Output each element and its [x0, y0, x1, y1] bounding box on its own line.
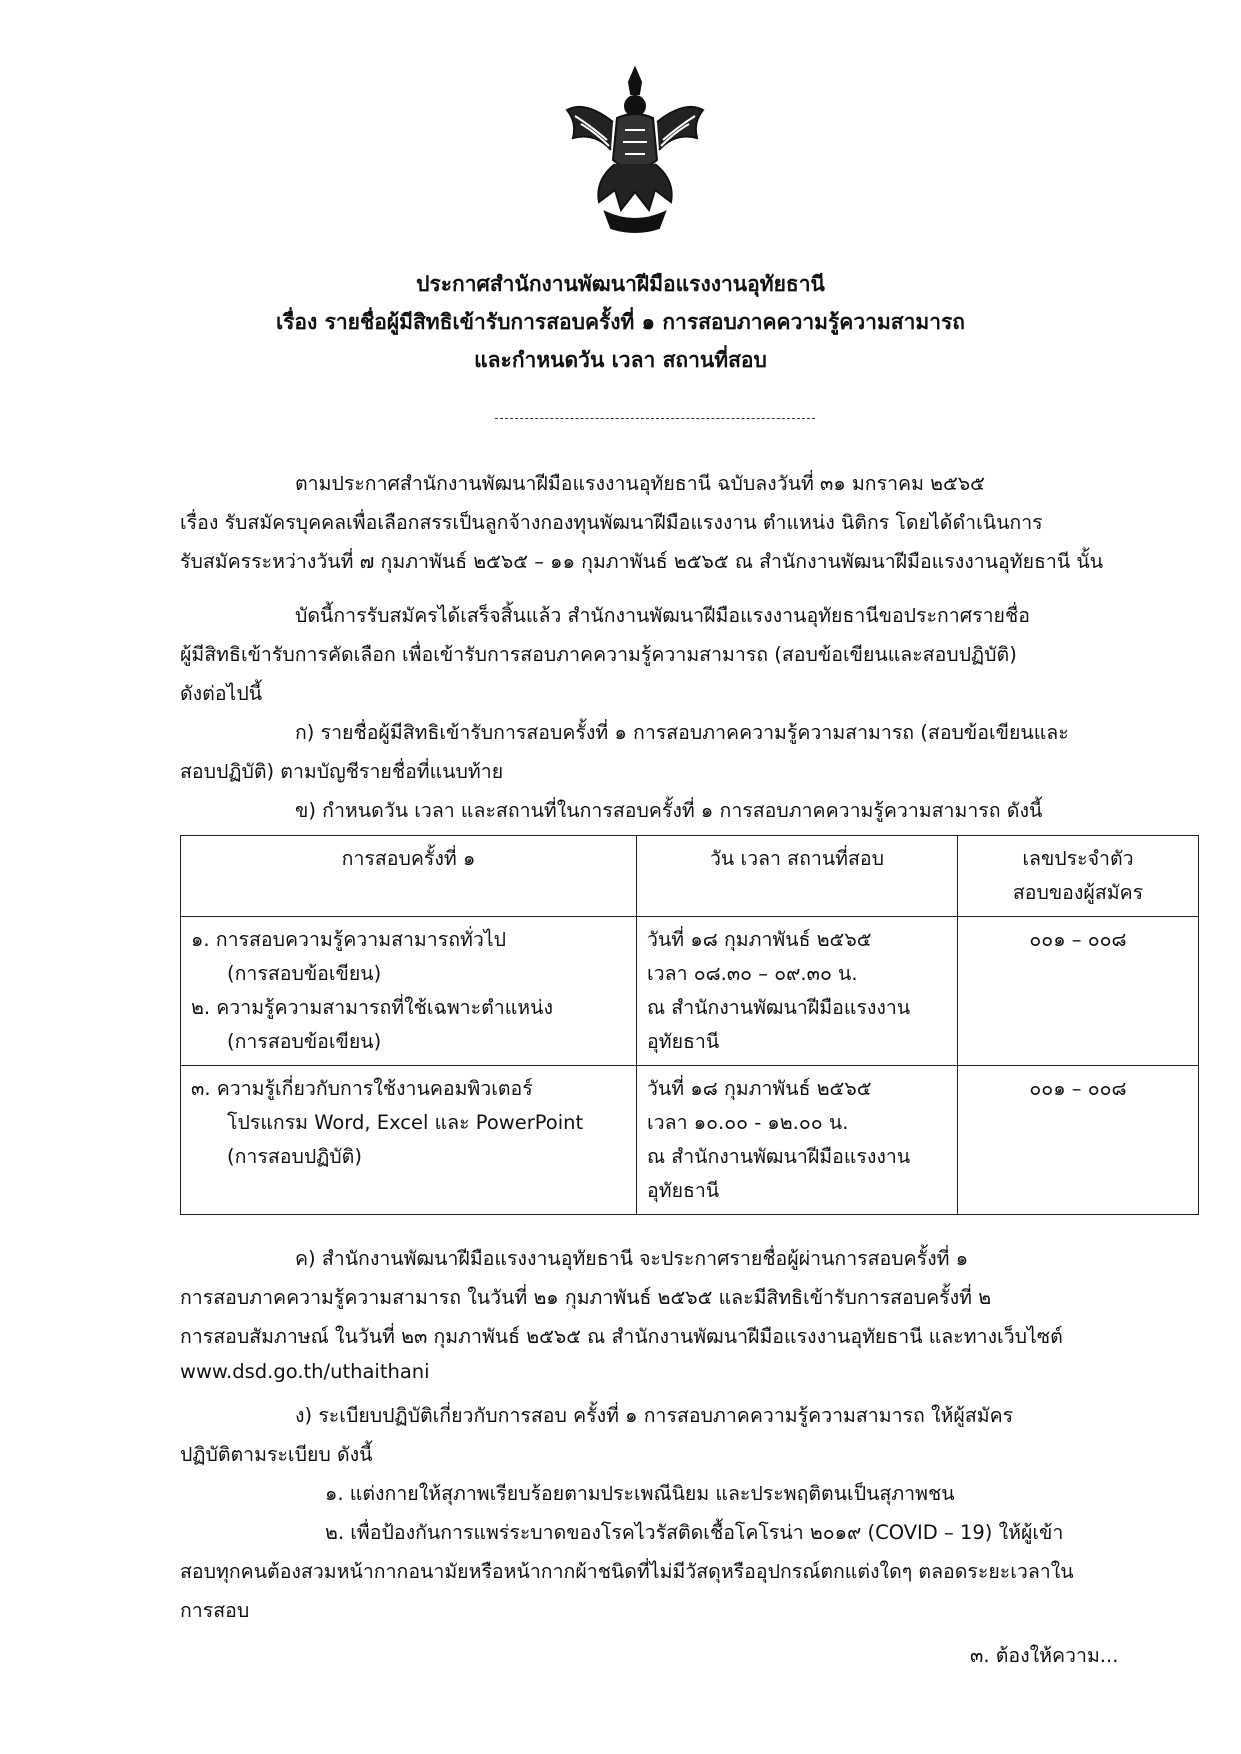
- exam-place-cont: อุทัยธานี: [647, 1179, 720, 1202]
- header-applicant-id-line-2: สอบของผู้สมัคร: [1012, 881, 1144, 904]
- item-kho-line: ข) กำหนดวัน เวลา และสถานที่ในการสอบครั้งที่ ๑ การสอบภาคความรู้ความสามารถ ดังนี้: [295, 799, 1043, 822]
- garuda-emblem-icon: [555, 60, 715, 235]
- exam-time: เวลา ๐๘.๓๐ – ๐๙.๓๐ น.: [647, 962, 858, 985]
- header-exam: การสอบครั้งที่ ๑: [181, 836, 637, 917]
- exam-place: ณ สำนักงานพัฒนาฝีมือแรงงาน: [647, 1145, 911, 1168]
- applicant-id-range: ๐๐๑ – ๐๐๘: [958, 1066, 1199, 1215]
- website-url: www.dsd.go.th/uthaithani: [180, 1360, 430, 1383]
- item-kho2-line-1: ค) สำนักงานพัฒนาฝีมือแรงงานอุทัยธานี จะประกาศรายชื่อผู้ผ่านการสอบครั้งที่ ๑: [295, 1247, 969, 1270]
- datetime-cell: [637, 917, 958, 1066]
- rule-2-line-2: สอบทุกคนต้องสวมหน้ากากอนามัยหรือหน้ากากผ้าชนิดที่ไม่มีวัสดุหรืออุปกรณ์ตกแต่งใดๆ ตลอดระยะเวลาใน: [180, 1560, 1074, 1583]
- exam-date: วันที่ ๑๘ กุมภาพันธ์ ๒๕๖๕: [647, 928, 872, 951]
- exam-schedule-table: [180, 835, 1199, 1215]
- announcement-title: ประกาศสำนักงานพัฒนาฝีมือแรงงานอุทัยธานี: [416, 272, 825, 296]
- item-kho2-line-2: การสอบภาคความรู้ความสามารถ ในวันที่ ๒๑ กุมภาพันธ์ ๒๕๖๕ และมีสิทธิเข้ารับการสอบครั้งที่ ๒: [180, 1286, 992, 1309]
- rule-2-line-3: การสอบ: [180, 1599, 250, 1622]
- exam-cell: [181, 1066, 637, 1215]
- title-divider: [495, 418, 815, 419]
- exam-item: ๑. การสอบความรู้ความสามารถทั่วไป: [191, 928, 506, 951]
- exam-item-type: (การสอบข้อเขียน): [227, 1030, 382, 1053]
- header-applicant-id-line-1: เลขประจำตัว: [1022, 847, 1134, 870]
- item-kho2-line-3: การสอบสัมภาษณ์ ในวันที่ ๒๓ กุมภาพันธ์ ๒๕๖๕ ณ สำนักงานพัฒนาฝีมือแรงงานอุทัยธานี และทางเว็บไซต์: [180, 1325, 1063, 1348]
- table-row: [181, 1066, 1199, 1215]
- exam-cell: [181, 917, 637, 1066]
- item-ngo-line-1: ง) ระเบียบปฏิบัติเกี่ยวกับการสอบ ครั้งที่ ๑ การสอบภาคความรู้ความสามารถ ให้ผู้สมัคร: [295, 1404, 1014, 1427]
- header-datetime-place: วัน เวลา สถานที่สอบ: [637, 836, 958, 917]
- item-ngo-line-2: ปฏิบัติตามระเบียบ ดังนี้: [180, 1443, 373, 1466]
- paragraph-2-line-1: บัดนี้การรับสมัครได้เสร็จสิ้นแล้ว สำนักงานพัฒนาฝีมือแรงงานอุทัยธานีขอประกาศรายชื่อ: [295, 604, 1030, 627]
- rule-1: ๑. แต่งกายให้สุภาพเรียบร้อยตามประเพณีนิยม และประพฤติตนเป็นสุภาพชน: [325, 1482, 955, 1505]
- exam-item-detail: โปรแกรม Word, Excel และ PowerPoint: [227, 1111, 584, 1134]
- paragraph-1-line-3: รับสมัครระหว่างวันที่ ๗ กุมภาพันธ์ ๒๕๖๕ – ๑๑ กุมภาพันธ์ ๒๕๖๕ ณ สำนักงานพัฒนาฝีมือแรงงานอุทัยธานี นั้น: [180, 550, 1104, 573]
- continued-footer: ๓. ต้องให้ความ...: [970, 1644, 1119, 1667]
- exam-item: ๓. ความรู้เกี่ยวกับการใช้งานคอมพิวเตอร์: [191, 1077, 533, 1100]
- paragraph-1-line-2: เรื่อง รับสมัครบุคคลเพื่อเลือกสรรเป็นลูกจ้างกองทุนพัฒนาฝีมือแรงงาน ตำแหน่ง นิติกร โดยได้ดำเนินการ: [180, 511, 1043, 534]
- exam-place-cont: อุทัยธานี: [647, 1030, 720, 1053]
- paragraph-1-line-1: ตามประกาศสำนักงานพัฒนาฝีมือแรงงานอุทัยธานี ฉบับลงวันที่ ๓๑ มกราคม ๒๕๖๕: [295, 472, 985, 495]
- header-applicant-id: [958, 836, 1199, 917]
- exam-time: เวลา ๑๐.๐๐ - ๑๒.๐๐ น.: [647, 1111, 849, 1134]
- rule-2-line-1: ๒. เพื่อป้องกันการแพร่ระบาดของโรคไวรัสติดเชื้อโคโรน่า ๒๐๑๙ (COVID – 19) ให้ผู้เข้า: [325, 1521, 1064, 1544]
- exam-date: วันที่ ๑๘ กุมภาพันธ์ ๒๕๖๕: [647, 1077, 872, 1100]
- applicant-id-range: ๐๐๑ – ๐๐๘: [958, 917, 1199, 1066]
- exam-item: ๒. ความรู้ความสามารถที่ใช้เฉพาะตำแหน่ง: [191, 996, 553, 1019]
- exam-item-type: (การสอบปฏิบัติ): [227, 1145, 362, 1168]
- announcement-subject-continued: และกำหนดวัน เวลา สถานที่สอบ: [474, 348, 767, 372]
- paragraph-2-line-2: ผู้มีสิทธิเข้ารับการคัดเลือก เพื่อเข้ารับการสอบภาคความรู้ความสามารถ (สอบข้อเขียนและสอบปฏิบัติ): [180, 643, 1017, 666]
- item-ka-line-1: ก) รายชื่อผู้มีสิทธิเข้ารับการสอบครั้งที่ ๑ การสอบภาคความรู้ความสามารถ (สอบข้อเขียนและ: [295, 721, 1069, 744]
- exam-place: ณ สำนักงานพัฒนาฝีมือแรงงาน: [647, 996, 911, 1019]
- announcement-subject: เรื่อง รายชื่อผู้มีสิทธิเข้ารับการสอบครั้งที่ ๑ การสอบภาคความรู้ความสามารถ: [275, 310, 966, 334]
- paragraph-2-line-3: ดังต่อไปนี้: [180, 682, 263, 705]
- table-header-row: [181, 836, 1199, 917]
- table-row: [181, 917, 1199, 1066]
- exam-item-type: (การสอบข้อเขียน): [227, 962, 382, 985]
- datetime-cell: [637, 1066, 958, 1215]
- item-ka-line-2: สอบปฏิบัติ) ตามบัญชีรายชื่อที่แนบท้าย: [180, 760, 504, 783]
